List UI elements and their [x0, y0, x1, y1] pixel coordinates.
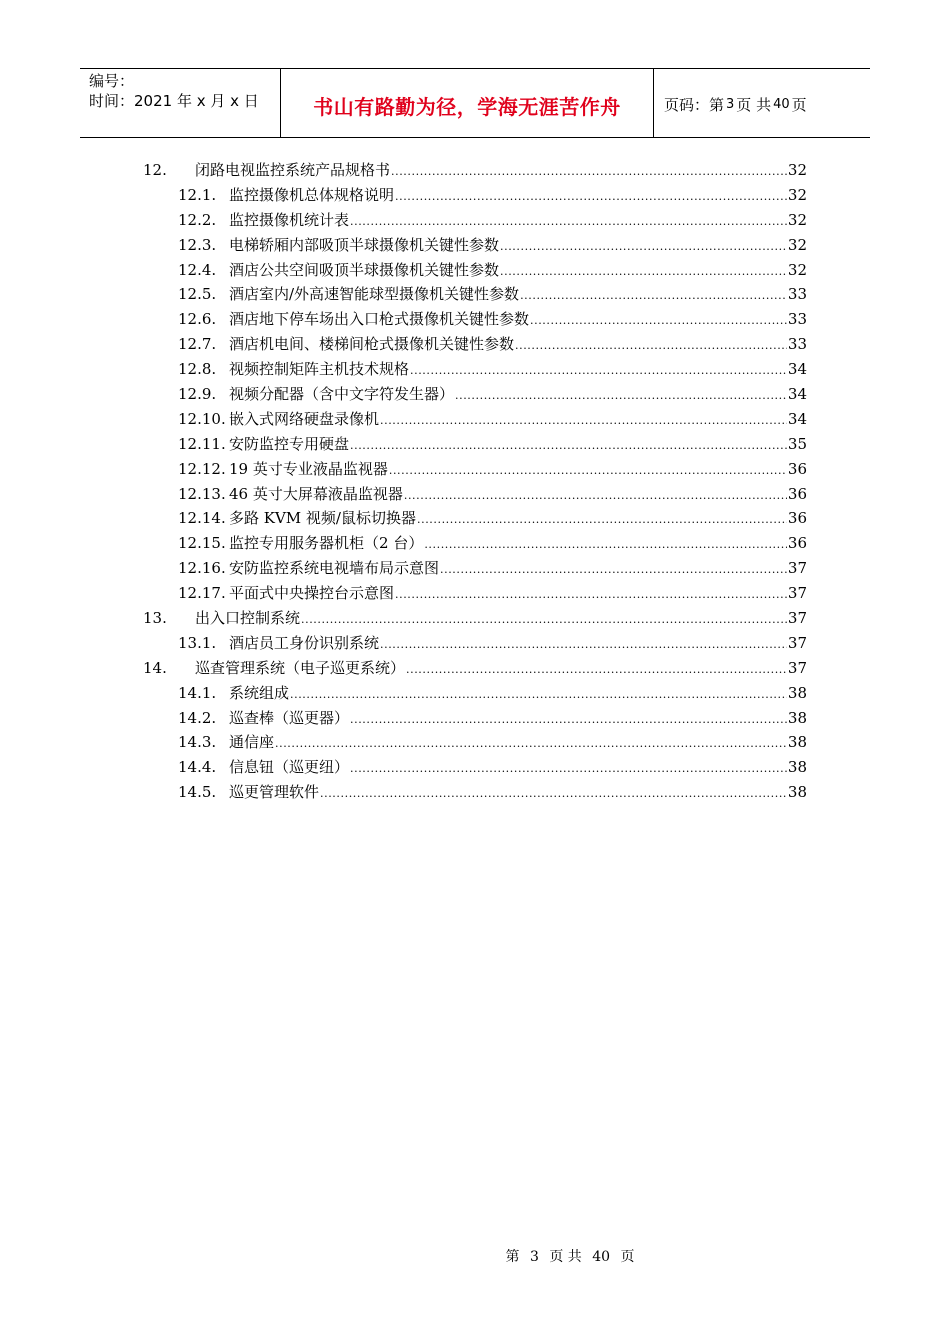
toc-entry-title: 电梯轿厢内部吸顶半球摄像机关键性参数 — [229, 235, 500, 254]
toc-entry-title: 视频控制矩阵主机技术规格 — [229, 360, 410, 379]
toc-entry-title: 巡查棒（巡更器） — [229, 708, 350, 727]
toc-entry[interactable] — [143, 382, 807, 407]
toc-dot-leader — [515, 334, 787, 359]
toc-entry[interactable] — [143, 531, 807, 556]
toc-entry[interactable] — [143, 307, 807, 332]
toc-entry-number: 12.12. — [178, 459, 226, 478]
toc-entry[interactable] — [143, 780, 807, 805]
toc-entry-number: 13. — [143, 609, 167, 628]
toc-entry-page: 37 — [787, 633, 807, 652]
toc-entry-number: 12.13. — [178, 484, 226, 503]
toc-dot-leader — [520, 284, 787, 309]
toc-entry-number: 12.4. — [178, 260, 217, 279]
toc-entry-title: 巡查管理系统（电子巡更系统） — [195, 658, 406, 677]
toc-entry-number: 12.17. — [178, 584, 226, 603]
toc-entry[interactable] — [143, 706, 807, 731]
toc-dot-leader — [290, 683, 787, 708]
toc-entry-number: 12.8. — [178, 360, 217, 379]
header-meta — [80, 69, 281, 137]
toc-entry-page: 38 — [787, 683, 807, 702]
toc-entry-title: 46 英寸大屏幕液晶监视器 — [229, 484, 403, 503]
toc-entry-title: 酒店机电间、楼梯间枪式摄像机关键性参数 — [229, 335, 515, 354]
toc-entry-page: 38 — [787, 708, 807, 727]
footer-current: 3 — [529, 1249, 539, 1265]
toc-entry-title: 通信座 — [229, 733, 275, 752]
table-of-contents — [143, 158, 807, 805]
toc-entry-title: 系统组成 — [229, 683, 290, 702]
toc-dot-leader — [275, 732, 787, 757]
toc-entry[interactable] — [143, 631, 807, 656]
header-motto: 书山有路勤为径，学海无涯苦作舟 — [281, 69, 654, 137]
toc-entry-title: 19 英寸专业液晶监视器 — [229, 459, 388, 478]
toc-dot-leader — [301, 608, 787, 633]
footer-prefix: 第 — [505, 1249, 520, 1265]
toc-entry[interactable] — [143, 457, 807, 482]
toc-entry-number: 14.4. — [178, 758, 217, 777]
toc-entry-title: 信息钮（巡更纽） — [229, 758, 350, 777]
toc-entry-title: 酒店公共空间吸顶半球摄像机关键性参数 — [229, 260, 500, 279]
toc-dot-leader — [440, 558, 787, 583]
toc-entry-page: 37 — [787, 559, 807, 578]
toc-entry-page: 36 — [787, 459, 807, 478]
page-prefix: 页码：第 — [664, 95, 725, 114]
toc-dot-leader — [410, 359, 787, 384]
toc-entry-number: 14.5. — [178, 783, 217, 802]
toc-entry-page: 35 — [787, 434, 807, 453]
toc-dot-leader — [500, 260, 787, 285]
toc-dot-leader — [406, 658, 787, 683]
toc-dot-leader — [500, 235, 787, 260]
toc-entry[interactable] — [143, 332, 807, 357]
page-header — [80, 68, 870, 138]
time-label: 时间：2021 年 x 月 x 日 — [89, 92, 259, 110]
toc-entry-number: 14.3. — [178, 733, 217, 752]
toc-entry-title: 酒店地下停车场出入口枪式摄像机关键性参数 — [229, 310, 530, 329]
toc-entry-title: 安防监控系统电视墙布局示意图 — [229, 559, 440, 578]
toc-entry-title: 监控专用服务器机柜（2 台） — [229, 534, 424, 553]
toc-entry[interactable] — [143, 282, 807, 307]
toc-entry[interactable] — [143, 158, 807, 183]
toc-entry[interactable] — [143, 506, 807, 531]
toc-entry-page: 38 — [787, 783, 807, 802]
page-total: 40 — [773, 96, 790, 112]
toc-entry-page: 36 — [787, 534, 807, 553]
toc-entry-title: 酒店员工身份识别系统 — [229, 633, 380, 652]
toc-entry-page: 38 — [787, 758, 807, 777]
toc-entry-page: 33 — [787, 285, 807, 304]
toc-entry-title: 平面式中央操控台示意图 — [229, 584, 395, 603]
toc-entry-number: 12.10. — [178, 409, 226, 428]
toc-entry[interactable] — [143, 432, 807, 457]
toc-entry-page: 32 — [787, 210, 807, 229]
toc-entry-page: 33 — [787, 335, 807, 354]
toc-dot-leader — [320, 782, 787, 807]
footer-suffix: 页 — [620, 1249, 635, 1265]
toc-entry-page: 37 — [787, 584, 807, 603]
toc-entry-page: 38 — [787, 733, 807, 752]
toc-dot-leader — [350, 434, 787, 459]
toc-entry-title: 监控摄像机总体规格说明 — [229, 185, 395, 204]
toc-entry-page: 37 — [787, 658, 807, 677]
page-suffix: 页 — [791, 95, 807, 114]
toc-entry-page: 33 — [787, 310, 807, 329]
toc-entry-page: 32 — [787, 161, 807, 179]
toc-entry-page: 34 — [787, 360, 807, 379]
toc-entry[interactable] — [143, 357, 807, 382]
toc-entry-title: 视频分配器（含中文字符发生器） — [229, 385, 455, 404]
toc-entry-number: 12.16. — [178, 559, 226, 578]
toc-entry-number: 12.2. — [178, 210, 217, 229]
toc-entry-title: 出入口控制系统 — [195, 609, 301, 628]
toc-entry[interactable] — [143, 183, 807, 208]
toc-entry-number: 12.6. — [178, 310, 217, 329]
toc-entry-number: 12.9. — [178, 385, 217, 404]
toc-entry-number: 12.14. — [178, 509, 226, 528]
toc-dot-leader — [380, 633, 787, 658]
toc-entry-number: 12.5. — [178, 285, 217, 304]
toc-entry-title: 嵌入式网络硬盘录像机 — [229, 409, 380, 428]
toc-entry[interactable] — [143, 681, 807, 706]
toc-entry-number: 12.15. — [178, 534, 226, 553]
toc-entry-page: 37 — [787, 609, 807, 628]
page-mid: 页 共 — [736, 95, 772, 114]
toc-entry-number: 14.1. — [178, 683, 217, 702]
toc-entry-title: 安防监控专用硬盘 — [229, 434, 350, 453]
page-current: 3 — [726, 96, 735, 112]
toc-entry-number: 13.1. — [178, 633, 217, 652]
toc-entry-page: 34 — [787, 385, 807, 404]
toc-dot-leader — [389, 459, 787, 484]
toc-dot-leader — [417, 508, 787, 533]
toc-dot-leader — [380, 409, 787, 434]
toc-entry[interactable] — [143, 656, 807, 681]
toc-entry[interactable] — [143, 606, 807, 631]
toc-entry[interactable] — [143, 208, 807, 233]
toc-dot-leader — [350, 757, 787, 782]
code-label: 编号： — [89, 72, 135, 90]
toc-entry[interactable] — [143, 233, 807, 258]
toc-entry-page: 36 — [787, 484, 807, 503]
toc-entry-page: 36 — [787, 509, 807, 528]
toc-entry-number: 14. — [143, 658, 167, 677]
toc-entry-number: 14.2. — [178, 708, 217, 727]
toc-entry[interactable] — [143, 258, 807, 283]
toc-dot-leader — [395, 583, 787, 608]
toc-entry-title: 巡更管理软件 — [229, 783, 320, 802]
toc-dot-leader — [350, 708, 787, 733]
toc-entry[interactable] — [143, 556, 807, 581]
toc-entry-title: 监控摄像机统计表 — [229, 210, 350, 229]
toc-entry[interactable] — [143, 407, 807, 432]
toc-entry-page: 32 — [787, 260, 807, 279]
toc-dot-leader — [530, 309, 787, 334]
toc-dot-leader — [391, 160, 787, 185]
toc-entry-title: 闭路电视监控系统产品规格书 — [195, 161, 391, 179]
toc-entry[interactable] — [143, 730, 807, 755]
toc-dot-leader — [455, 384, 787, 409]
toc-entry-page: 32 — [787, 185, 807, 204]
toc-entry[interactable] — [143, 581, 807, 606]
footer-mid: 页 共 — [549, 1249, 582, 1265]
toc-entry[interactable] — [143, 755, 807, 780]
toc-entry-number: 12.7. — [178, 335, 217, 354]
toc-dot-leader — [424, 533, 787, 558]
toc-dot-leader — [395, 185, 787, 210]
toc-dot-leader — [350, 210, 787, 235]
toc-entry-number: 12. — [143, 161, 167, 179]
toc-entry-title: 多路 KVM 视频/鼠标切换器 — [229, 509, 416, 528]
toc-entry-page: 32 — [787, 235, 807, 254]
page-footer — [0, 1246, 950, 1266]
toc-entry-number: 12.11. — [178, 434, 226, 453]
toc-entry-number: 12.3. — [178, 235, 217, 254]
toc-entry-number: 12.1. — [178, 185, 217, 204]
toc-entry[interactable] — [143, 482, 807, 507]
toc-entry-title: 酒店室内/外高速智能球型摄像机关键性参数 — [229, 285, 520, 304]
toc-dot-leader — [404, 484, 787, 509]
footer-total: 40 — [592, 1249, 611, 1265]
toc-entry-page: 34 — [787, 409, 807, 428]
header-page-info — [654, 69, 870, 137]
